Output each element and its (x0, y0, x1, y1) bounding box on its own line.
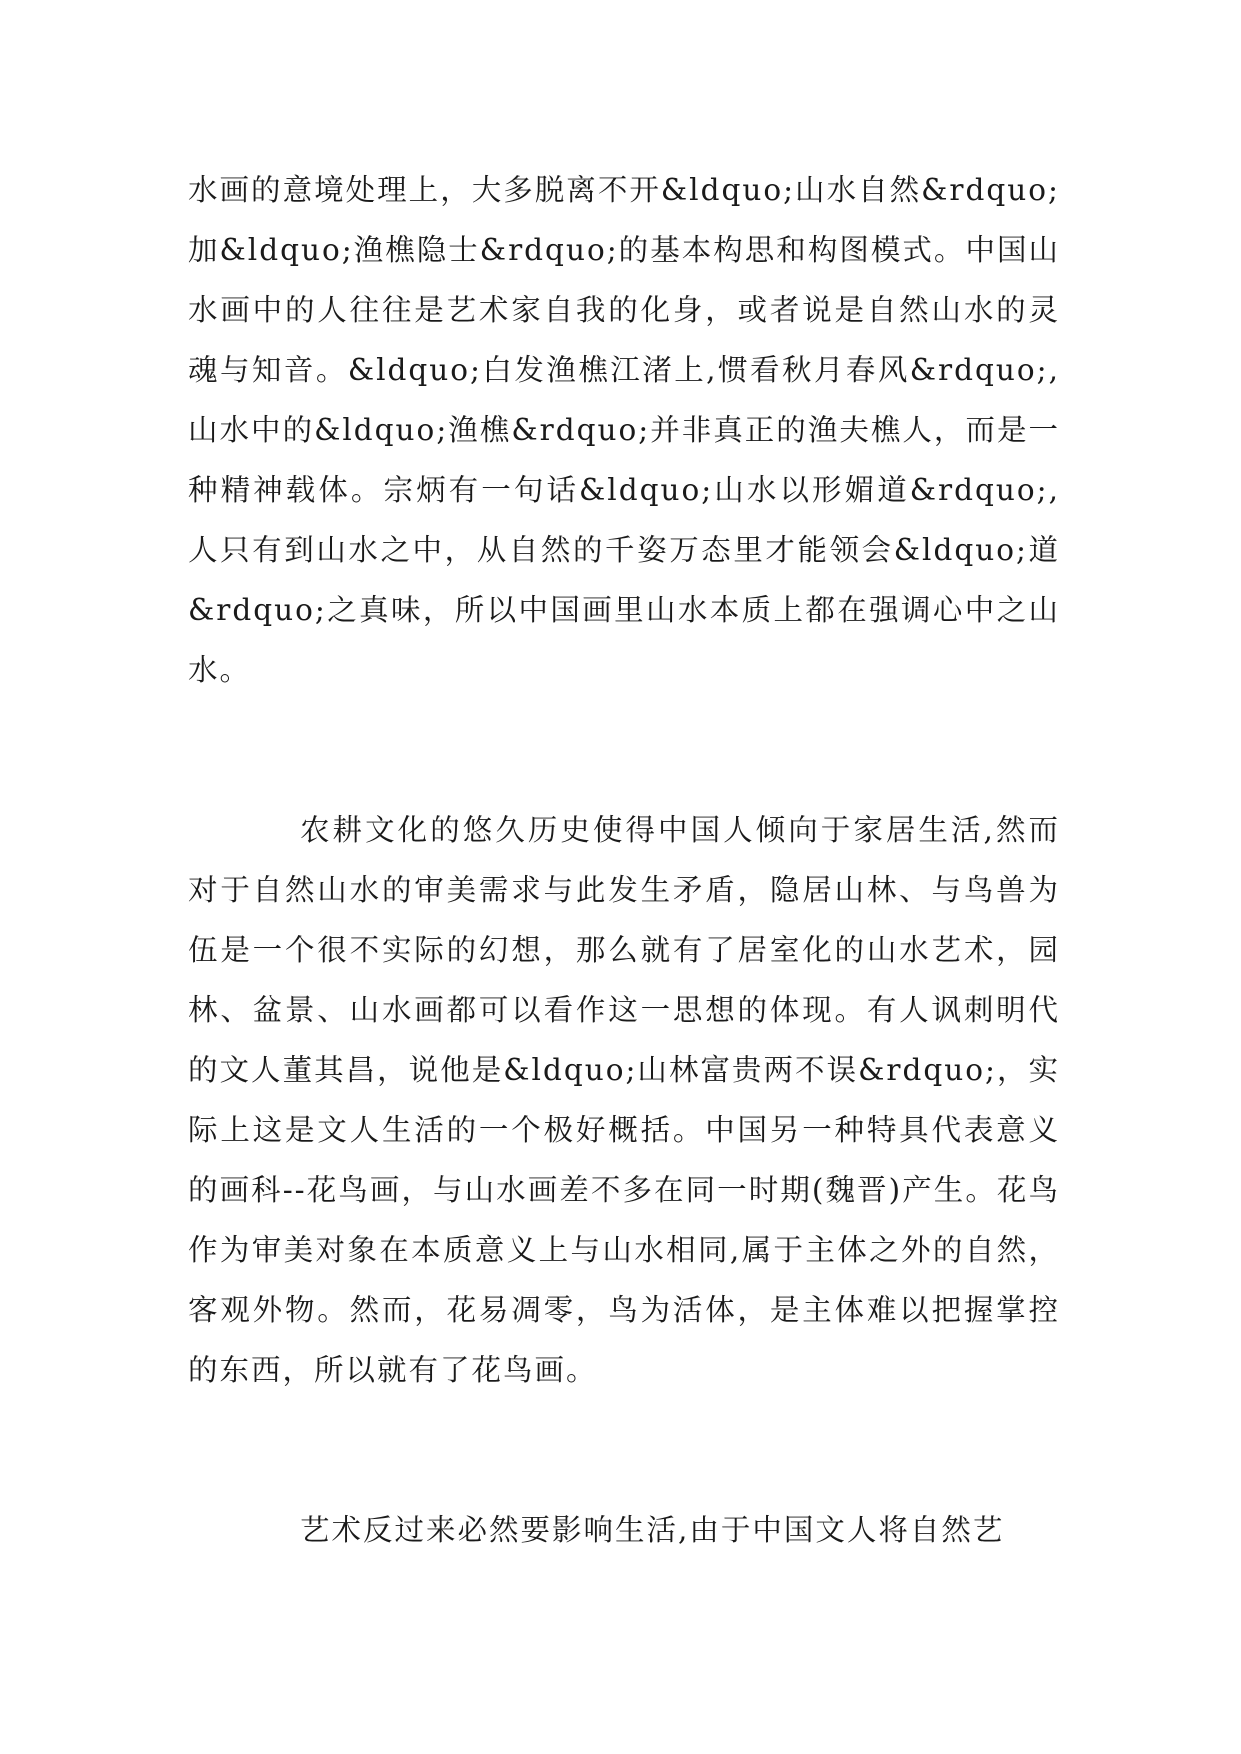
paragraph-art-influences-life: 艺术反过来必然要影响生活,由于中国文人将自然艺 (300, 1513, 1005, 1547)
paragraph-landscape-painting: 水画的意境处理上，大多脱离不开&ldquo;山水自然&rdquo;加&ldquo;渔樵隐士&rdquo;的基本构思和构图模式。中国山水画中的人往往是艺术家自我的化身，或者说是自然山水的灵魂与知音。&ldquo;白发渔樵江渚上,惯看秋月春风&rdquo;,山水中的&ldquo;渔樵&rdquo;并非真正的渔夫樵人，而是一种精神载体。宗炳有一句话&ldquo;山水以形媚道&rdquo;,人只有到山水之中，从自然的千姿万态里才能领会&ldquo;道&rdquo;之真味，所以中国画里山水本质上都在强调心中之山水。 (188, 173, 1060, 687)
paragraph-farming-culture: 农耕文化的悠久历史使得中国人倾向于家居生活,然而对于自然山水的审美需求与此发生矛盾，隐居山林、与鸟兽为伍是一个很不实际的幻想，那么就有了居室化的山水艺术，园林、盆景、山水画都可以看作这一思想的体现。有人讽刺明代的文人董其昌，说他是&ldquo;山林富贵两不误&rdquo;，实际上这是文人生活的一个极好概括。中国另一种特具代表意义的画科--花鸟画，与山水画差不多在同一时期(魏晋)产生。花鸟作为审美对象在本质意义上与山水相同,属于主体之外的自然，客观外物。然而，花易凋零，鸟为活体，是主体难以把握掌控的东西，所以就有了花鸟画。 (188, 813, 1060, 1387)
